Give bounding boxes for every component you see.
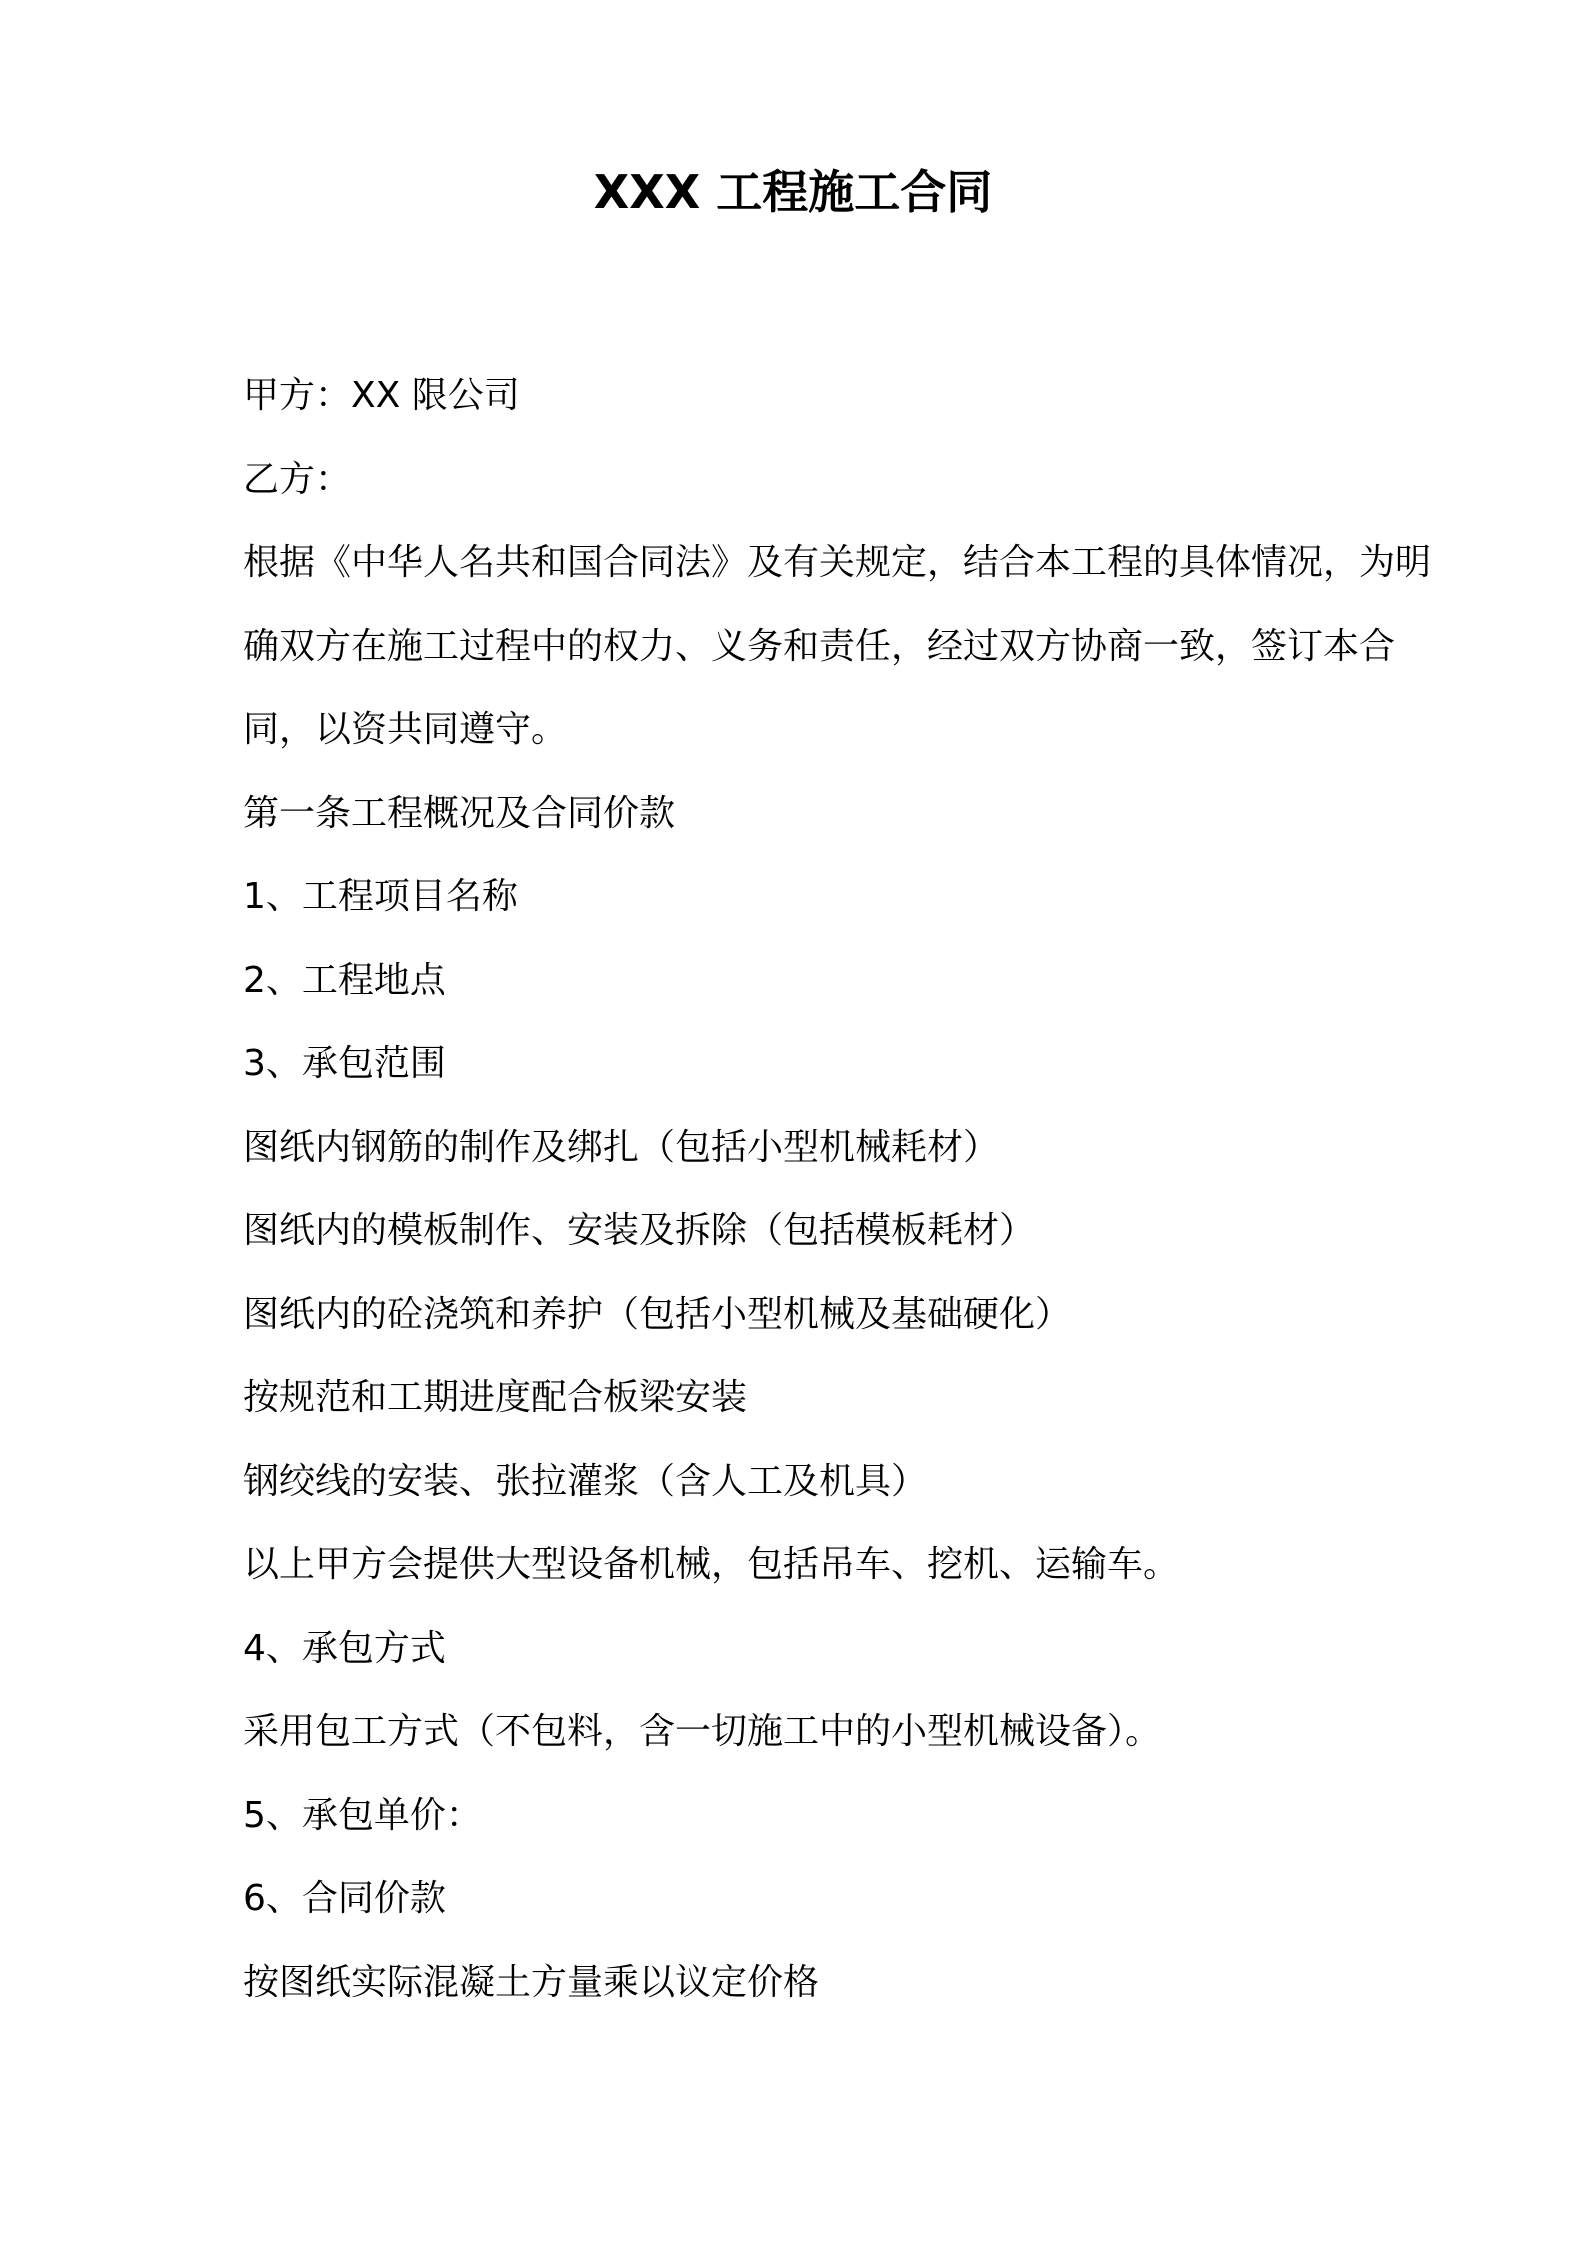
scope-line: 图纸内的砼浇筑和养护（包括小型机械及基础硬化） xyxy=(243,1293,1072,1335)
item-2-project-location: 2、工程地点 xyxy=(243,959,446,1001)
item-1-project-name: 1、工程项目名称 xyxy=(243,876,518,917)
contract-method-line: 采用包工方式（不包料，含一切施工中的小型机械设备）。 xyxy=(243,1711,1162,1752)
item-5-unit-price: 5、承包单价： xyxy=(243,1794,482,1836)
contract-price-line: 按图纸实际混凝土方量乘以议定价格 xyxy=(243,1961,820,2003)
document-body xyxy=(243,354,1453,2024)
item-3-scope: 3、承包范围 xyxy=(243,1043,446,1084)
scope-line: 以上甲方会提供大型设备机械，包括吊车、挖机、运输车。 xyxy=(243,1544,1180,1585)
item-6-contract-price: 6、合同价款 xyxy=(243,1878,446,1919)
article-1-heading: 第一条工程概况及合同价款 xyxy=(243,792,676,834)
party-b-line: 乙方： xyxy=(243,458,352,500)
scope-line: 按规范和工期进度配合板梁安装 xyxy=(243,1377,748,1418)
party-a-line: 甲方：XX 限公司 xyxy=(243,375,520,416)
preamble-paragraph: 根据《中华人名共和国合同法》及有关规定，结合本工程的具体情况，为明确双方在施工过程中的权力、义务和责任，经过双方协商一致，签订本合同，以资共同遵守。 xyxy=(243,542,1432,750)
scope-line: 图纸内钢筋的制作及绑扎（包括小型机械耗材） xyxy=(243,1126,1000,1168)
item-4-contract-method: 4、承包方式 xyxy=(243,1627,446,1669)
scope-line: 钢绞线的安装、张拉灌浆（含人工及机具） xyxy=(243,1460,928,1502)
document-title: XXX 工程施工合同 xyxy=(593,165,993,219)
scope-line: 图纸内的模板制作、安装及拆除（包括模板耗材） xyxy=(243,1210,1036,1251)
